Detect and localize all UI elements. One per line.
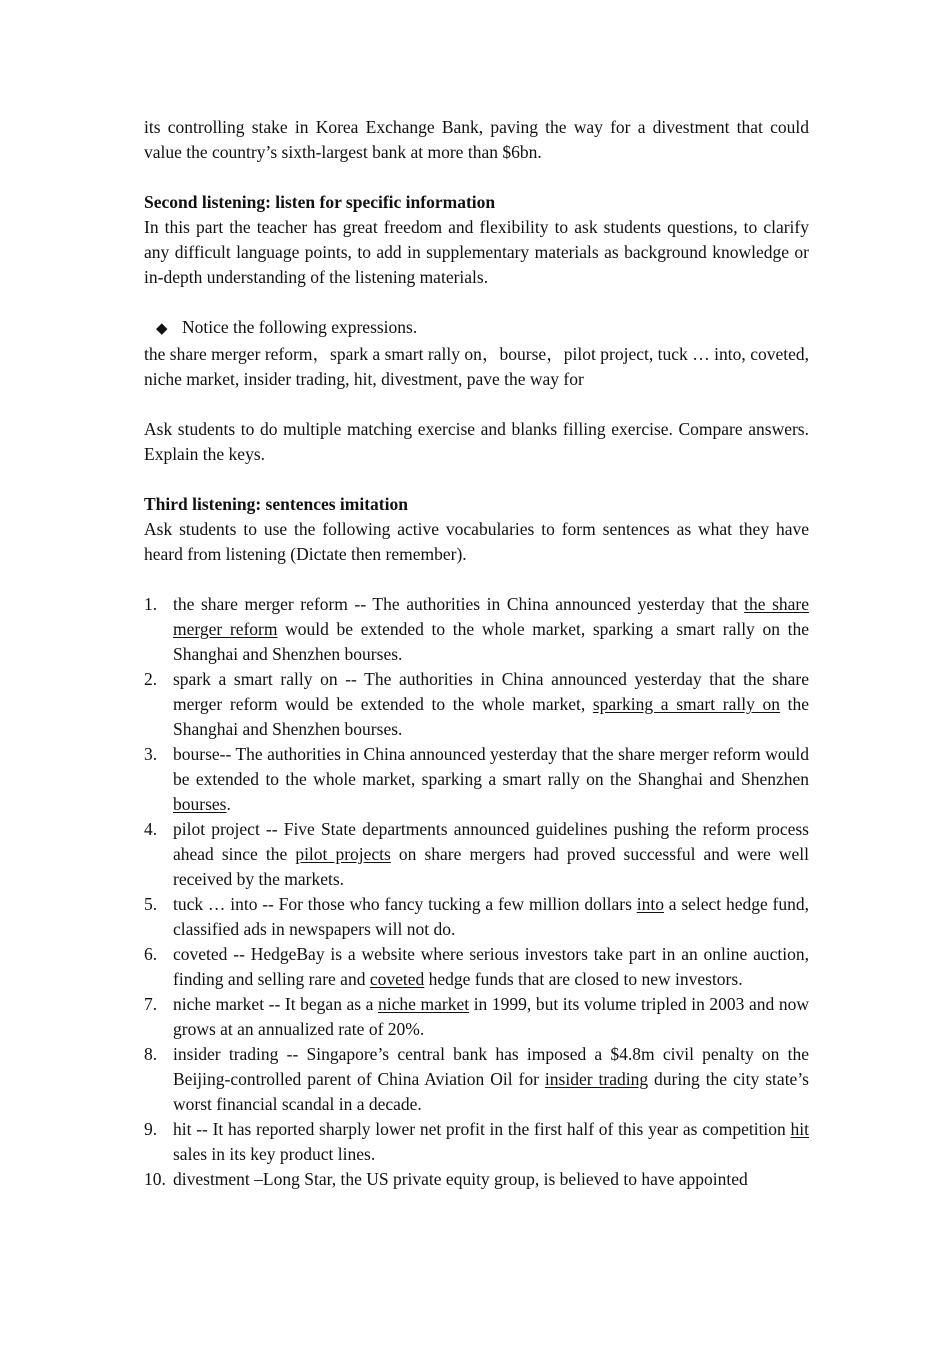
underlined-expression: coveted xyxy=(369,969,425,989)
item-text: hedge funds that are closed to new investors. xyxy=(424,969,743,989)
spacer xyxy=(144,567,809,592)
underlined-expression: pilot projects xyxy=(295,844,391,864)
item-text: coveted -- HedgeBay is a website where serious investors take part in an online auction, finding and selling rare and xyxy=(173,944,809,989)
list-item xyxy=(144,592,809,667)
item-number: 8. xyxy=(144,1044,158,1064)
spacer xyxy=(144,290,809,315)
item-number: 5. xyxy=(144,894,158,914)
spacer xyxy=(144,467,809,492)
expressions-label-line xyxy=(144,315,809,342)
item-text: pilot project -- Five State departments announced guidelines pushing the reform process ahead since the xyxy=(173,819,809,864)
list-item xyxy=(144,742,809,817)
item-text: the Shanghai and Shenzhen bourses. xyxy=(173,694,810,739)
underlined-expression: into xyxy=(636,894,664,914)
exercise-paragraph: Ask students to do multiple matching exercise and blanks filling exercise. Compare answers. Explain the keys. xyxy=(144,419,809,464)
list-item xyxy=(144,817,809,892)
intro-paragraph: its controlling stake in Korea Exchange Bank, paving the way for a divestment that could value the country’s sixth-largest bank at more than $6bn. xyxy=(144,117,809,162)
item-number: 2. xyxy=(144,669,158,689)
item-text: on share mergers had proved successful and were well received by the markets. xyxy=(173,844,810,889)
third-listening-body: Ask students to use the following active vocabularies to form sentences as what they have heard from listening (Dictate then remember). xyxy=(144,519,809,564)
spacer xyxy=(144,392,809,417)
list-item xyxy=(144,942,809,992)
list-item xyxy=(144,1042,809,1117)
item-text: bourse-- The authorities in China announced yesterday that the share merger reform would be extended to the whole market, sparking a smart rally on the Shanghai and Shenzhen xyxy=(173,744,809,789)
item-number: 3. xyxy=(144,744,158,764)
item-number: 1. xyxy=(144,594,158,614)
item-text: spark a smart rally on -- The authorities in China announced yesterday that the share merger reform would be extended to the whole market, xyxy=(173,669,809,714)
item-text: would be extended to the whole market, sparking a smart rally on the Shanghai and Shenzhen bourses. xyxy=(173,619,809,664)
item-number: 6. xyxy=(144,944,158,964)
item-number: 9. xyxy=(144,1119,158,1139)
second-listening-body: In this part the teacher has great freedom and flexibility to ask students questions, to clarify any difficult language points, to add in supplementary materials as background knowledge or in-depth understanding of the listening materials. xyxy=(144,217,809,287)
item-text: sales in its key product lines. xyxy=(173,1144,376,1164)
item-text: insider trading -- Singapore’s central bank has imposed a $4.8m civil penalty on the Beijing-controlled parent of China Aviation Oil for xyxy=(173,1044,809,1089)
spacer xyxy=(144,165,809,190)
underlined-expression: niche market xyxy=(378,994,470,1014)
underlined-expression: bourses xyxy=(173,794,227,814)
document-page xyxy=(144,115,809,1192)
item-text: the share merger reform -- The authorities in China announced yesterday that xyxy=(173,594,745,614)
list-item xyxy=(144,667,809,742)
expressions-list: the share merger reform，spark a smart rally on，bourse，pilot project, tuck … into, coveted, niche market, insider trading, hit, divestment, pave the way for xyxy=(144,344,809,389)
expressions-label: Notice the following expressions. xyxy=(182,317,418,337)
underlined-expression: insider trading xyxy=(544,1069,649,1089)
item-text: tuck … into -- For those who fancy tucking a few million dollars xyxy=(173,894,637,914)
item-text: hit -- It has reported sharply lower net profit in the first half of this year as competition xyxy=(173,1119,791,1139)
underlined-expression: sparking a smart rally on xyxy=(592,694,780,714)
diamond-bullet-icon: ◆ xyxy=(156,321,168,337)
item-text: in 1999, but its volume tripled in 2003 and now grows at an annualized rate of 20%. xyxy=(173,994,809,1039)
list-item xyxy=(144,1167,809,1192)
third-listening-heading: Third listening: sentences imitation xyxy=(144,494,408,514)
list-item xyxy=(144,892,809,942)
underlined-expression: the share merger reform xyxy=(173,594,809,639)
item-text: . xyxy=(226,794,231,814)
item-number: 7. xyxy=(144,994,158,1014)
list-item xyxy=(144,1117,809,1167)
vocabulary-list xyxy=(144,592,809,1192)
item-text: a select hedge fund, classified ads in newspapers will not do. xyxy=(173,894,809,939)
second-listening-heading: Second listening: listen for specific information xyxy=(144,192,496,212)
item-text: niche market -- It began as a xyxy=(173,994,379,1014)
item-number: 10. xyxy=(144,1169,166,1189)
item-text: during the city state’s worst financial scandal in a decade. xyxy=(173,1069,809,1114)
item-number: 4. xyxy=(144,819,158,839)
underlined-expression: hit xyxy=(790,1119,809,1139)
item-text: divestment –Long Star, the US private equity group, is believed to have appointed xyxy=(173,1169,748,1189)
list-item xyxy=(144,992,809,1042)
